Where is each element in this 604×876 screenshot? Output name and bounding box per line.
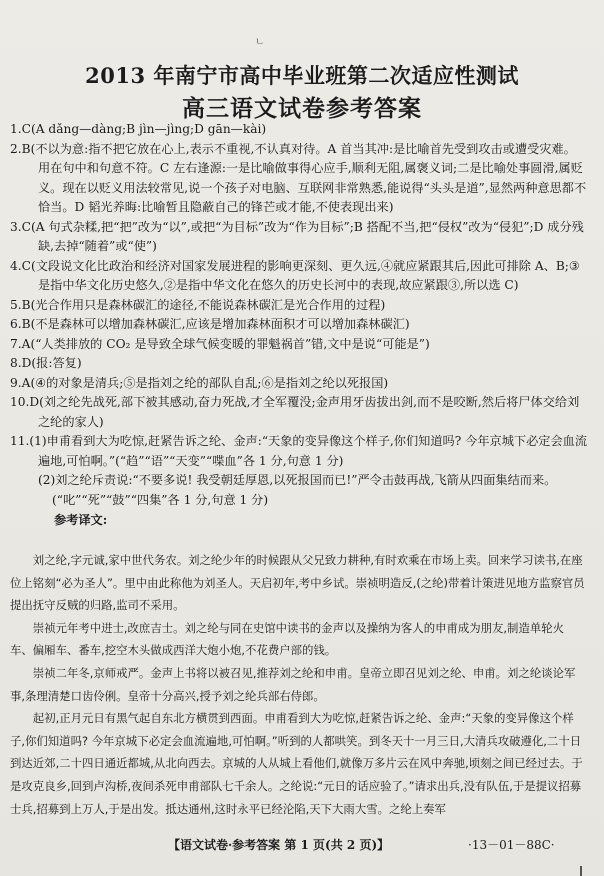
answer-text: C(A 句式杂糅,把“把”改为“以”,或把“为目标”改为“作为目标”;B 搭配不当,把“侵权”改为“侵犯”;D 成分残缺,去掉“随着”或“使”): [21, 219, 584, 253]
scan-edge-mark: [580, 866, 582, 876]
translation-paragraph: 起初,正月元日有黑气起自东北方横贯到西面。申甫看到大为吃惊,赶紧告诉之纶、金声:“天象的变异像这个样子,你们知道吗? 今年京城下必定会血流遍地,可怕啊。”听到的人都哄笑。到冬天十一月三日,大清兵攻破遵化,二十日到达近郊,二十四日通近都城,从北向西去。京城的人从城上看他们,就像万多片云在风中奔驰,顷刻之间已经过去。于是攻克良乡,回到卢沟桥,夜间杀死申甫部队七千余人。之纶说:“元日的话应验了。”请求出兵,没有队伍,于是提议招募士兵,招募到上万人,于是出发。抵达通州,这时永平已经沦陷,天下大雨大雪。之纶上奏军: [10, 711, 583, 816]
answer-number: 1.: [10, 122, 22, 136]
answer-number: 4.: [10, 258, 22, 273]
exam-title: 2013 年南宁市高中毕业班第二次适应性测试: [85, 63, 519, 88]
answer-number: 8.: [10, 356, 22, 370]
translation-paragraph: 崇祯二年冬,京师戒严。金声上书将以被召见,推荐刘之纶和申甫。皇帝立即召见刘之纶、申甫。刘之纶谈论军事,条理清楚口齿伶俐。皇帝十分高兴,授予刘之纶兵部右侍郎。: [10, 665, 576, 703]
translation-paragraph: 刘之纶,字元诚,家中世代务农。刘之纶少年的时候跟从父兄致力耕种,有时欢乘在市场上卖。回来学习读书,在座位上铭刻“必为圣人”。里中由此称他为刘圣人。天启初年,考中乡试。崇祯明造反,(之纶)带着计策进见地方监察官员提出抚守反贼的归路,监司不采用。: [10, 553, 585, 613]
answer-text: A(④的对象是清兵;⑤是指刘之纶的部队自乱;⑥是指刘之纶以死报国): [21, 375, 389, 390]
answer-item: [10, 432, 588, 471]
answer-item: [10, 374, 588, 394]
answer-text: D(报:答复): [21, 356, 82, 370]
answer-number: 9.: [10, 375, 22, 390]
answer-item: [10, 218, 588, 257]
answer-number: 5.: [10, 297, 22, 312]
answer-text: C(A dǎng—dàng;B jìn—jìng;D gān—kài): [21, 122, 267, 136]
answer-item: [10, 354, 588, 374]
answer-text: B(不以为意:指不把它放在心上,表示不重视,不认真对待。A 首当其冲:是比喻首先受到攻击或遭受灾难。用在句中和句意不符。C 左右逢源:一是比喻做事得心应手,顺利无阻,属褒义词;二是比喻处事圆滑,属贬义。现在以贬义用法较常见,说一个孩子对电脑、互联网非常熟悉,能说得“头头是道”,显然两种意思都不恰当。D 韬光养晦:比喻暂且隐蔽自己的锋芒或才能,不使表现出来): [21, 141, 587, 214]
answer-text: B(不是森林可以增加森林碳汇,应该是增加森林面积才可以增加森林碳汇): [21, 317, 410, 331]
translation-paragraph: 崇祯元年考中进士,改庶吉士。刘之纶与同在史馆中读书的金声以及操纳为客人的申甫成为朋友,制造单轮火车、偏厢车、番车,挖空木头做成西洋大炮小炮,不花费户部的钱。: [10, 620, 565, 658]
answer-number: 11.: [10, 434, 30, 448]
answer-text: A(“人类排放的 CO₂ 是导致全球气候变暖的罪魁祸首”错,文中是说“可能是”): [21, 336, 430, 351]
answer-number: 2.: [10, 141, 22, 156]
answer-subitem: (2)刘之纶斥责说:“不要多说! 我受朝廷厚恩,以死报国而已!”严令击鼓再战,飞箭从四面集结而来。(“叱”“死”“鼓”“四集”各 1 分,句意 1 分): [38, 473, 557, 507]
footer-page-info: 【语文试卷·参考答案 第 1 页(共 2 页)】: [168, 838, 390, 852]
answer-item: [10, 140, 588, 218]
answer-item: [10, 315, 588, 335]
answer-item: [10, 120, 588, 140]
reference-translation: [10, 549, 586, 820]
answer-item: [10, 393, 588, 432]
answer-text: B(光合作用只是森林碳汇的途径,不能说森林碳汇是光合作用的过程): [21, 297, 386, 312]
answer-text: C(文段说文化比政治和经济对国家发展进程的影响更深刻、更久远,④就应紧跟其后,因此可排除 A、B;③是指中华文化历史悠久,②是指中华文化在悠久的历史长河中的表现,故应紧跟③,所以选 C): [21, 258, 580, 292]
answer-number: 10.: [10, 395, 30, 409]
answer-item: [10, 296, 588, 316]
scan-mark: ㄴ: [255, 37, 265, 48]
reference-translation-heading: 参考译文:: [54, 513, 108, 527]
answer-text: D(刘之纶先战死,部下被其感动,奋力死战,才全军覆没;金声用牙齿拔出剑,而不是咬断,然后将尸体交给刘之纶的家人): [29, 395, 580, 429]
answer-number: 7.: [10, 336, 22, 351]
footer-code: ·13－01－88C·: [468, 838, 555, 852]
answer-list: [10, 120, 588, 531]
answer-number: 6.: [10, 317, 22, 331]
answer-number: 3.: [10, 219, 22, 234]
answer-key-title: 高三语文试卷参考答案: [182, 95, 422, 122]
answer-text: (1)申甫看到大为吃惊,赶紧告诉之纶、金声:“天象的变异像这个样子,你们知道吗? 今年京城下必定会血流遍地,可怕啊。”(“趋”“语”“天变”“喋血”各 1 分,句意 1 分): [29, 434, 588, 468]
answer-item: [10, 335, 588, 355]
answer-item: [10, 257, 588, 296]
